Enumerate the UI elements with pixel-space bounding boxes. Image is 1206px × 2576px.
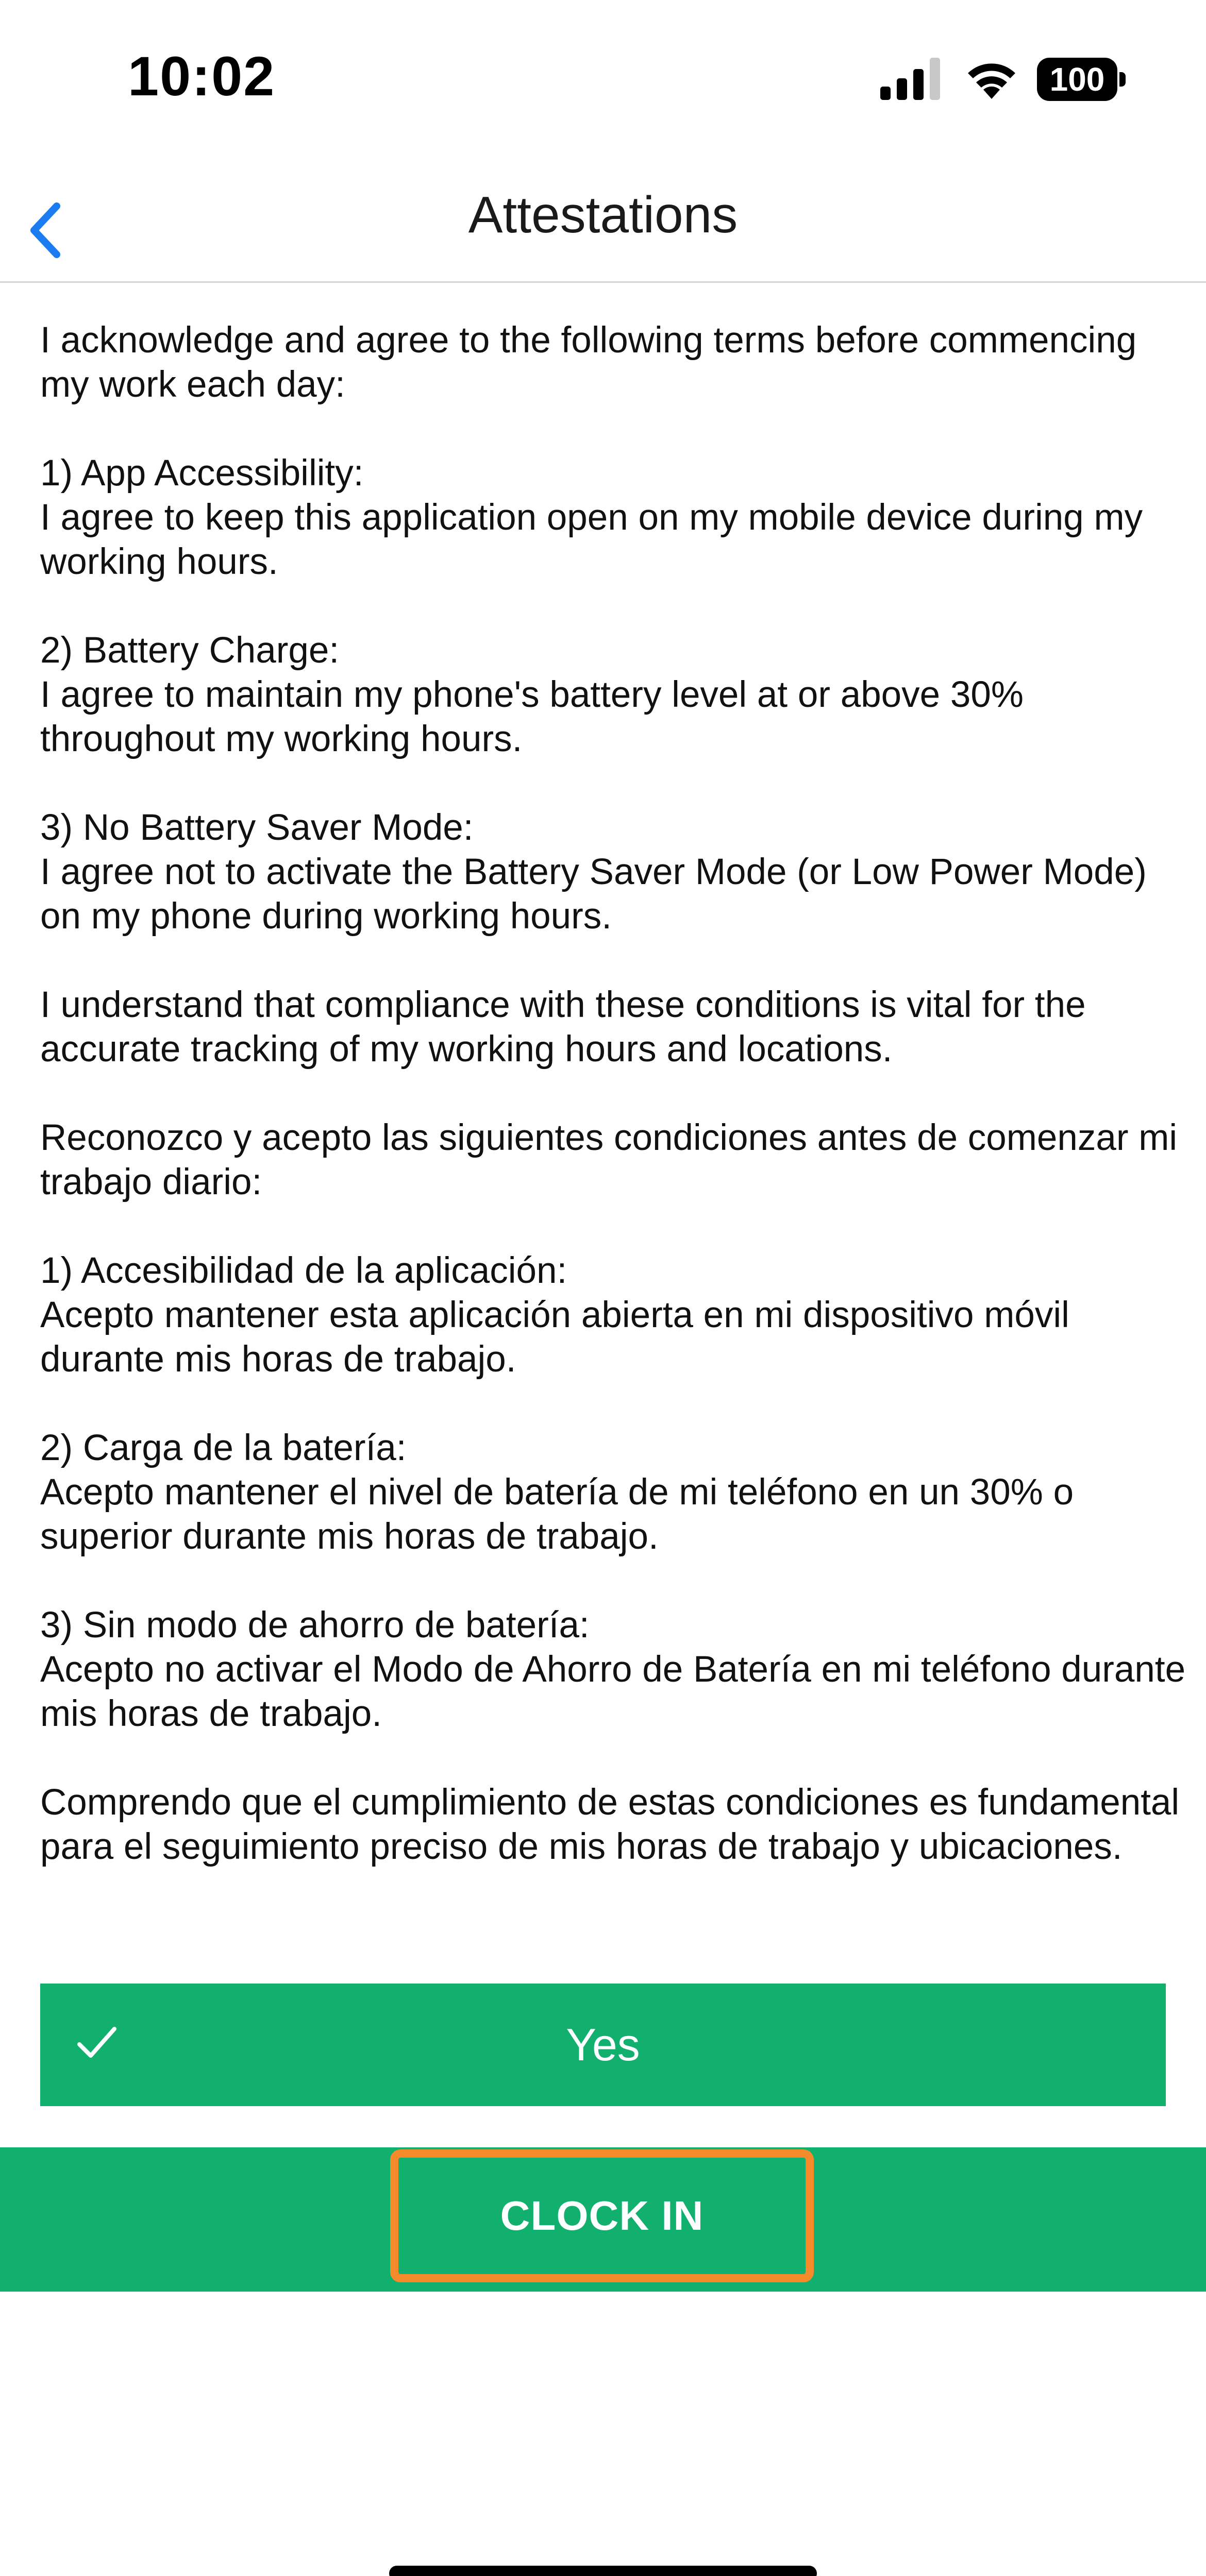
signal-icon [880,58,942,100]
yes-label: Yes [566,2019,640,2070]
terms-paragraph: Reconozco y acepto las siguientes condiciones antes de comenzar mi trabajo diario: [40,1117,1178,1202]
navigation-bar [0,155,1206,283]
terms-text [40,318,1190,1913]
battery-icon [1037,58,1126,101]
terms-paragraph: 2) Carga de la batería: Acepto mantener el nivel de batería de mi teléfono en un 30% o superior durante mis horas de trabajo. [40,1428,1074,1557]
clock-in-button[interactable]: CLOCK IN [500,2193,704,2239]
home-indicator[interactable] [389,2566,817,2576]
status-time: 10:02 [128,45,276,107]
page-title: Attestations [468,186,738,244]
terms-paragraph: 3) Sin modo de ahorro de batería: Acepto no activar el Modo de Ahorro de Batería en mi teléfono durante mis horas de trabajo. [40,1605,1186,1734]
terms-paragraph: 1) Accesibilidad de la aplicación: Acepto mantener esta aplicación abierta en mi dispositivo móvil durante mis horas de trabajo. [40,1250,1069,1380]
terms-paragraph: Comprendo que el cumplimiento de estas condiciones es fundamental para el seguimiento preciso de mis horas de trabajo y ubicaciones. [40,1782,1180,1867]
wifi-icon [965,56,1018,99]
terms-paragraph: I acknowledge and agree to the following terms before commencing my work each day: [40,320,1137,405]
terms-paragraph: I understand that compliance with these conditions is vital for the accurate tracking of my working hours and locations. [40,985,1086,1070]
terms-paragraph: 1) App Accessibility: I agree to keep this application open on my mobile device during my working hours. [40,453,1143,582]
battery-level: 100 [1049,61,1105,98]
status-bar [0,0,1206,155]
terms-paragraph: 2) Battery Charge: I agree to maintain my phone's battery level at or above 30% throughout my working hours. [40,630,1024,759]
yes-toggle-button[interactable] [40,1984,1166,2106]
terms-paragraph: 3) No Battery Saver Mode: I agree not to activate the Battery Saver Mode (or Low Power Mode) on my phone during working hours. [40,807,1147,937]
